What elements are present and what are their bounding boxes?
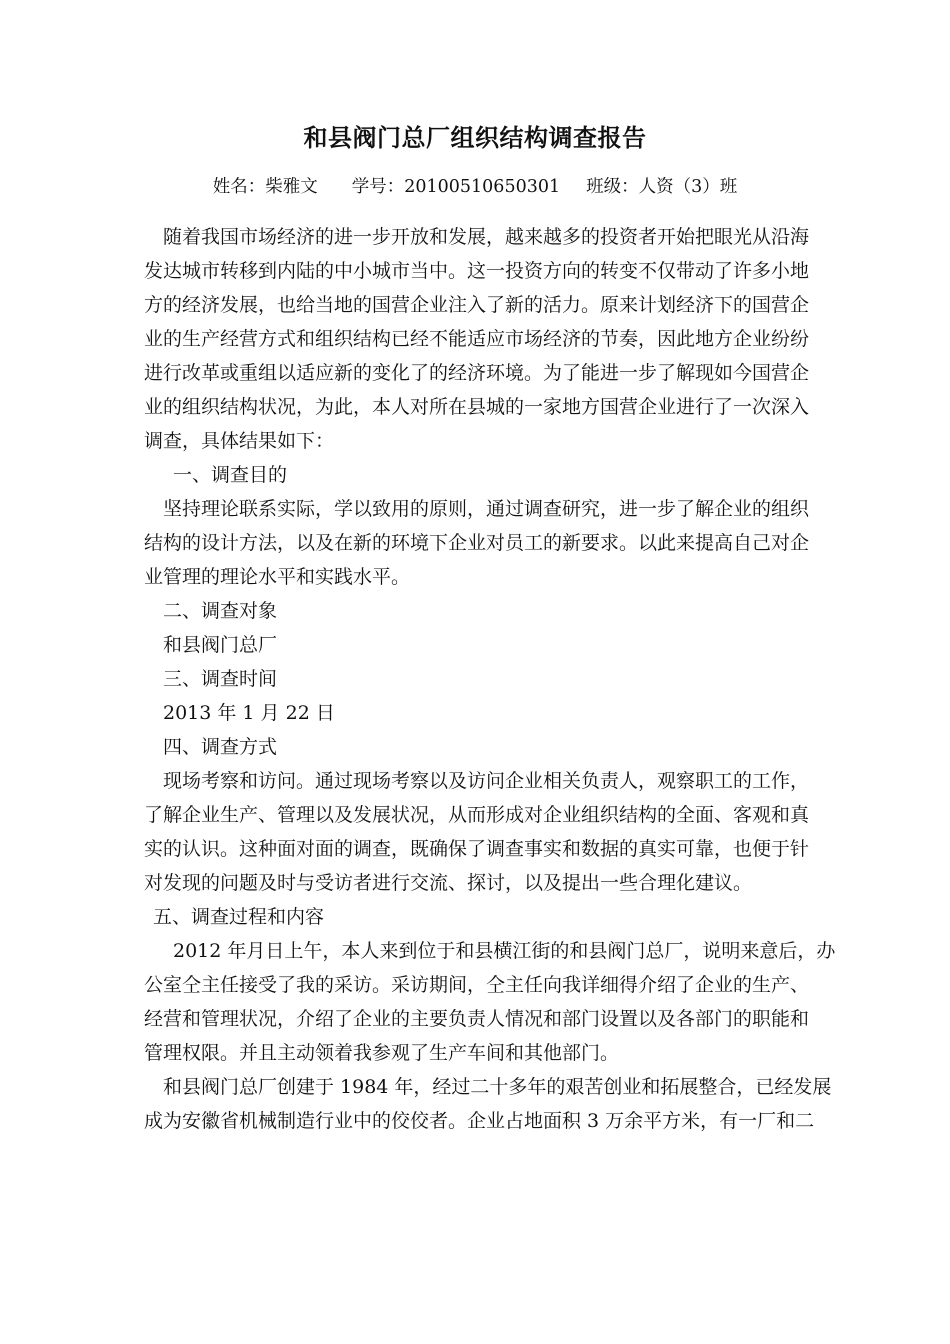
author-info (0, 172, 950, 202)
paragraph-line: 进行改革或重组以适应新的变化了的经济环境。为了能进一步了解现如今国营企 (144, 362, 810, 384)
paragraph-line: 发达城市转移到内陆的中小城市当中。这一投资方向的转变不仅带动了许多小地 (144, 260, 810, 282)
paragraph-line: 公室仝主任接受了我的采访。采访期间，仝主任向我详细得介绍了企业的生产、 (144, 974, 810, 996)
paragraph-line: 现场考察和访问。通过现场考察以及访问企业相关负责人，观察职工的工作， (163, 770, 810, 792)
paragraph-line: 成为安徽省机械制造行业中的佼佼者。企业占地面积 3 万余平方米，有一厂和二 (144, 1110, 815, 1132)
author-name: 姓名：柴雅文 (212, 177, 318, 197)
paragraph-line: 管理权限。并且主动领着我参观了生产车间和其他部门。 (144, 1042, 620, 1064)
section-heading: 二、调查对象 (163, 600, 278, 622)
paragraph-line: 和县阀门总厂 (163, 634, 278, 656)
paragraph-line: 随着我国市场经济的进一步开放和发展，越来越多的投资者开始把眼光从沿海 (163, 226, 810, 248)
section-heading: 一、调查目的 (173, 464, 288, 486)
paragraph-line: 结构的设计方法，以及在新的环境下企业对员工的新要求。以此来提高自己对企 (144, 532, 810, 554)
section-heading: 四、调查方式 (163, 736, 278, 758)
paragraph-line: 经营和管理状况，介绍了企业的主要负责人情况和部门设置以及各部门的职能和 (144, 1008, 810, 1030)
author-class: 班级：人资（3）班 (586, 177, 738, 197)
paragraph-line: 业的生产经营方式和组织结构已经不能适应市场经济的节奏，因此地方企业纷纷 (144, 328, 810, 350)
paragraph-line: 和县阀门总厂创建于 1984 年，经过二十多年的艰苦创业和拓展整合，已经发展 (163, 1076, 832, 1098)
paragraph-line: 业的组织结构状况，为此，本人对所在县城的一家地方国营企业进行了一次深入 (144, 396, 810, 418)
document-title: 和县阀门总厂组织结构调查报告 (303, 124, 647, 152)
paragraph-line: 了解企业生产、管理以及发展状况，从而形成对企业组织结构的全面、客观和真 (144, 804, 810, 826)
author-student-id: 学号：20100510650301 (351, 177, 561, 197)
section-heading: 五、调查过程和内容 (153, 906, 325, 928)
paragraph-line: 2012 年月日上午，本人来到位于和县横江街的和县阀门总厂，说明来意后，办 (173, 940, 836, 962)
paragraph-line: 调查，具体结果如下： (144, 430, 335, 452)
section-heading: 三、调查时间 (163, 668, 278, 690)
paragraph-line: 对发现的问题及时与受访者进行交流、探讨，以及提出一些合理化建议。 (144, 872, 753, 894)
paragraph-line: 坚持理论联系实际，学以致用的原则，通过调查研究，进一步了解企业的组织 (163, 498, 810, 520)
paragraph-line: 实的认识。这种面对面的调查，既确保了调查事实和数据的真实可靠，也便于针 (144, 838, 810, 860)
paragraph-line: 业管理的理论水平和实践水平。 (144, 566, 411, 588)
paragraph-line: 2013 年 1 月 22 日 (163, 702, 335, 724)
paragraph-line: 方的经济发展，也给当地的国营企业注入了新的活力。原来计划经济下的国营企 (144, 294, 810, 316)
